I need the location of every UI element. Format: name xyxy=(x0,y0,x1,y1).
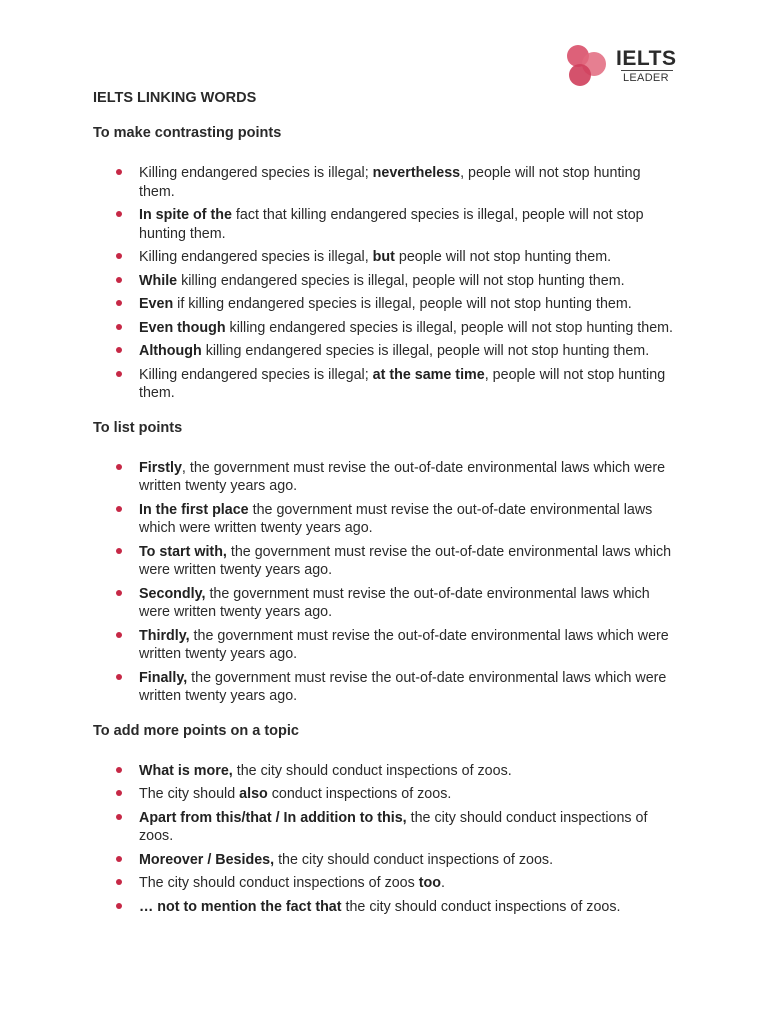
list-item xyxy=(93,851,679,870)
list-item xyxy=(93,366,679,403)
linking-word: Thirdly, xyxy=(139,627,190,644)
item-text: killing endangered species is illegal, people will not stop hunting them. xyxy=(177,272,625,289)
linking-word: but xyxy=(372,249,395,265)
list-points-list xyxy=(93,459,693,706)
list-item xyxy=(93,669,679,706)
item-text: the government must revise the out-of-date environmental laws which were written twenty years ago. xyxy=(139,669,667,704)
linking-word: nevertheless xyxy=(372,165,461,181)
list-item xyxy=(93,459,679,496)
item-text: conduct inspections of zoos. xyxy=(267,786,452,802)
linking-word: Finally, xyxy=(139,669,188,686)
list-item xyxy=(93,874,679,893)
item-text: , the government must revise the out-of-date environmental laws which were written twenty years ago. xyxy=(139,459,666,494)
linking-word: In spite of the xyxy=(139,207,232,223)
linking-word: too xyxy=(418,875,441,891)
document-body xyxy=(93,88,693,921)
item-text: the government must revise the out-of-date environmental laws which were written twenty years ago. xyxy=(139,627,669,662)
item-text: The city should conduct inspections of zoos xyxy=(139,875,419,891)
item-text: if killing endangered species is illegal, people will not stop hunting them. xyxy=(173,296,632,312)
logo-subtitle: LEADER xyxy=(623,72,669,84)
linking-word: In the first place xyxy=(139,501,249,518)
item-text: . xyxy=(440,875,445,891)
item-text: the city should conduct inspections of zoos. xyxy=(274,851,554,868)
list-item xyxy=(93,248,679,267)
linking-word: also xyxy=(239,786,268,802)
item-text: the government must revise the out-of-date environmental laws which were written twenty years ago. xyxy=(139,585,650,620)
contrast-list xyxy=(93,164,693,403)
linking-word: Although xyxy=(139,343,202,359)
item-text: Killing endangered species is illegal; xyxy=(139,366,373,383)
linking-word: at the same time xyxy=(372,366,485,383)
list-item xyxy=(93,543,679,580)
item-text: the city should conduct inspections of zoos. xyxy=(139,809,648,844)
item-text: the government must revise the out-of-date environmental laws which were written twenty years ago. xyxy=(139,543,672,578)
list-item xyxy=(93,809,679,846)
logo-wordmark: IELTS xyxy=(616,47,677,70)
linking-word: Even xyxy=(139,296,174,312)
linking-word: Even though xyxy=(139,319,226,336)
item-text: killing endangered species is illegal, people will not stop hunting them. xyxy=(201,343,650,359)
list-item xyxy=(93,206,679,243)
item-text: the city should conduct inspections of zoos. xyxy=(232,762,512,779)
linking-word: While xyxy=(139,272,178,289)
linking-word: Moreover / Besides, xyxy=(139,851,275,868)
item-text: the government must revise the out-of-date environmental laws which were written twenty years ago. xyxy=(139,501,653,536)
section-heading-contrast: To make contrasting points xyxy=(93,125,282,141)
add-points-list xyxy=(93,762,693,917)
linking-word: What is more, xyxy=(139,762,233,779)
item-text: The city should xyxy=(139,786,240,802)
linking-word: … not to mention the fact that xyxy=(139,898,342,915)
list-item xyxy=(93,762,679,781)
list-item xyxy=(93,272,679,291)
linking-word: To start with, xyxy=(139,543,227,560)
list-item xyxy=(93,898,679,917)
linking-word: Secondly, xyxy=(139,585,206,602)
linking-word: Apart from this/that / In addition to this, xyxy=(139,809,407,826)
list-item xyxy=(93,785,679,804)
section-heading-add-points: To add more points on a topic xyxy=(93,722,299,739)
list-item xyxy=(93,295,679,314)
document-title: IELTS LINKING WORDS xyxy=(93,90,257,106)
item-text: the city should conduct inspections of zoos. xyxy=(341,898,621,915)
item-text: people will not stop hunting them. xyxy=(394,249,612,265)
list-item xyxy=(93,627,679,664)
item-text: fact that killing endangered species is illegal, people will not stop hunting them. xyxy=(139,207,644,242)
list-item xyxy=(93,164,679,201)
list-item xyxy=(93,342,679,361)
logo-dots-icon xyxy=(564,44,614,88)
linking-word: Firstly xyxy=(139,459,182,476)
ielts-leader-logo xyxy=(564,44,684,88)
item-text: killing endangered species is illegal, people will not stop hunting them. xyxy=(225,319,674,336)
list-item xyxy=(93,585,679,622)
list-item xyxy=(93,501,679,538)
list-item xyxy=(93,319,679,338)
logo-divider xyxy=(621,70,673,71)
item-text: , people will not stop hunting them. xyxy=(139,165,641,200)
section-heading-list-points: To list points xyxy=(93,419,183,436)
item-text: Killing endangered species is illegal; xyxy=(139,165,373,181)
item-text: , people will not stop hunting them. xyxy=(139,366,666,401)
item-text: Killing endangered species is illegal, xyxy=(139,249,373,265)
